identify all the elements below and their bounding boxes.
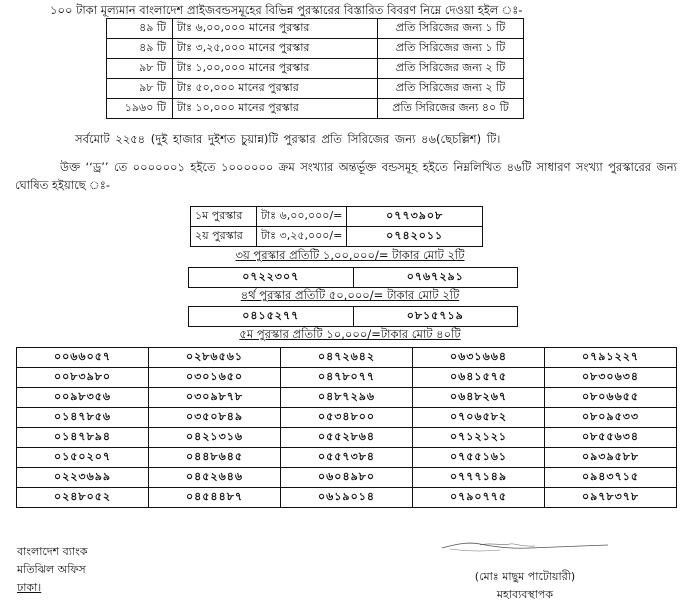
prize-number: ০৪৫২৬৪৬ (149, 468, 281, 488)
prize-label: ২য় পুরস্কার (191, 227, 257, 247)
table-row (17, 488, 677, 508)
table-row (17, 468, 677, 488)
prize-summary-table (106, 18, 524, 119)
table-row (17, 448, 677, 468)
prize-count: ১৯৬০ টি (107, 99, 173, 119)
prize-number: ০৭৪২০১১ (347, 227, 483, 247)
prize-number: ০৩০১৬৫০ (149, 368, 281, 388)
prize-value: টাঃ ৬,০০,০০০ মানের পুরস্কার (173, 19, 378, 39)
per-series-count: প্রতি সিরিজের জন্য ২ টি (378, 79, 524, 99)
prize-number: ০৯৭৮৩৭৮ (545, 488, 677, 508)
prize-number: ০৬১৯০১৪ (281, 488, 413, 508)
prize-number: ০০৯৮৩৫৬ (17, 388, 149, 408)
top-prizes-table (190, 206, 483, 247)
prize-number: ০৪৪৮৬৪৫ (149, 448, 281, 468)
table-row (107, 19, 524, 39)
prize-number: ০৭৫৫১৬১ (413, 448, 545, 468)
table-row (17, 368, 677, 388)
signatory-name: (মোঃ মাছুম পাটোয়ারী) (474, 570, 576, 583)
prize-number: ০৪৭৮০৭৭ (281, 368, 413, 388)
prize-number: ০৮৩০৬৩৪ (545, 368, 677, 388)
prize-number: ০৭২২৩০৭ (189, 268, 354, 288)
signatory-block (430, 568, 620, 604)
prize-number: ০৮০৯৫৩৩ (545, 408, 677, 428)
per-series-count: প্রতি সিরিজের জন্য ৪০ টি (378, 99, 524, 119)
prize-amount: টাঃ ৩,২৫,০০০/= (257, 227, 347, 247)
fourth-prize-table (188, 306, 518, 327)
intro-heading: ১০০ টাকা মূল্যমান বাংলাদেশ প্রাইজবন্ডসমূহের বিভিন্ন পুরস্কারের বিস্তারিত বিবরণ নিম্নে দেওয়া হইল ঃ- (50, 3, 523, 17)
prize-number: ০৮১৫৭১৯ (353, 307, 518, 327)
prize-number: ০৮৫৫৬৩৪ (545, 428, 677, 448)
prize-number: ০২৪৮০৫২ (17, 488, 149, 508)
prize-number: ০৬৪৮২৬৭ (413, 388, 545, 408)
prize-value: টাঃ ১০,০০০ মানের পুরস্কার (173, 99, 378, 119)
prize-value: টাঃ ১,০০,০০০ মানের পুরস্কার (173, 59, 378, 79)
prize-number: ০৭৭৭১৪৯ (413, 468, 545, 488)
table-row (107, 79, 524, 99)
third-prize-table (188, 267, 518, 288)
prize-number: ০১৪৭৮৯৪ (17, 428, 149, 448)
prize-number: ০৭৯০৭৭৫ (413, 488, 545, 508)
prize-number: ০৭১২১২১ (413, 428, 545, 448)
prize-count: ৪৯ টি (107, 19, 173, 39)
prize-label: ১ম পুরস্কার (191, 207, 257, 227)
prize-value: টাঃ ৩,২৫,০০০ মানের পুরস্কার (173, 39, 378, 59)
prize-number: ০২৮৬৫৬১ (149, 348, 281, 368)
prize-count: ৯৮ টি (107, 79, 173, 99)
prize-number: ০৫৫২৮৬৪ (281, 428, 413, 448)
table-row (17, 388, 677, 408)
prize-number: ০১৪৭৮৫৬ (17, 408, 149, 428)
table-row (107, 39, 524, 59)
prize-number: ০৪৮৭২৯৬ (281, 388, 413, 408)
prize-count: ৪৯ টি (107, 39, 173, 59)
prize-number: ০৭৭৩৯০৮ (347, 207, 483, 227)
prize-number: ০২২৩৬৯৯ (17, 468, 149, 488)
prize-number: ০৪২১৩১৬ (149, 428, 281, 448)
prize-number: ০৪৭২৬৪২ (281, 348, 413, 368)
prize-number: ০৭৯১২২৭ (545, 348, 677, 368)
table-row (191, 227, 483, 247)
prize-number: ০১৫০২০৭ (17, 448, 149, 468)
office-address (17, 543, 88, 597)
fifth-prize-caption: ৫ম পুরস্কার প্রতিটি ১০,০০০/=টাকার মোট ৪০টি (239, 327, 461, 341)
prize-number: ০৩৫০৮৪৯ (149, 408, 281, 428)
office-line-bank: বাংলাদেশ ব্যাংক (17, 545, 88, 558)
per-series-count: প্রতি সিরিজের জন্য ১ টি (378, 19, 524, 39)
prize-number: ০৭০৬৫৮২ (413, 408, 545, 428)
prize-number: ০৫৫৭৩৮৪ (281, 448, 413, 468)
draw-description-paragraph: উক্ত ‘‘ড্র’’ তে ০০০০০০১ হইতে ১০০০০০০ ক্রম সংখ্যার অন্তর্ভূক্ত বন্ডসমূহ হইতে নিম্নলিখিত ৪৬টি সাধারণ সংখ্যা পুরস্কারের জন্য ঘোষিত হইয়াছে ঃ- (15, 160, 677, 192)
table-row (189, 307, 518, 327)
prize-number: ০৯৪৩৭১৫ (545, 468, 677, 488)
table-row (107, 99, 524, 119)
prize-number: ০৮০৬৬৫৫ (545, 388, 677, 408)
signature-icon (440, 540, 610, 554)
prize-number: ০৭৬৭২৯১ (353, 268, 518, 288)
prize-value: টাঃ ৫০,০০০ মানের পুরস্কার (173, 79, 378, 99)
table-row (17, 348, 677, 368)
fourth-prize-caption: ৪র্থ পুরস্কার প্রতিটি ৫০,০০০/= টাকার মোট ২টি (240, 288, 460, 302)
total-prizes-line: সর্বমোট ২২৫৪ (দুই হাজার দুইশত চুয়ান্ন)টি পুরস্কার প্রতি সিরিজের জন্য ৪৬(ছেচল্লিশ) টি। (75, 132, 501, 146)
per-series-count: প্রতি সিরিজের জন্য ১ টি (378, 39, 524, 59)
office-line-city: ঢাকা। (17, 581, 42, 594)
prize-count: ৯৮ টি (107, 59, 173, 79)
fifth-prize-table (16, 347, 677, 508)
table-row (191, 207, 483, 227)
office-line-branch: মতিঝিল অফিস (17, 563, 86, 576)
third-prize-caption: ৩য় পুরস্কার প্রতিটি ১,০০,০০০/= টাকার মোট ২টি (235, 248, 465, 262)
prize-number: ০০৬৬০৫৭ (17, 348, 149, 368)
per-series-count: প্রতি সিরিজের জন্য ২ টি (378, 59, 524, 79)
signatory-title: মহাব্যবস্থাপক (496, 588, 554, 601)
prize-number: ০৫৩৪৮০০ (281, 408, 413, 428)
table-row (17, 408, 677, 428)
prize-number: ০৩০৯৮৭৮ (149, 388, 281, 408)
prize-number: ০৪১৫২৭৭ (189, 307, 354, 327)
prize-number: ০৯৩৯৫৮৮ (545, 448, 677, 468)
table-row (17, 428, 677, 448)
prize-number: ০৬৩১৬৬৪ (413, 348, 545, 368)
prize-number: ০৬৪১৫৭৫ (413, 368, 545, 388)
prize-number: ০৬০৪৯৮০ (281, 468, 413, 488)
prize-number: ০৪৫৪৪৮৭ (149, 488, 281, 508)
table-row (107, 59, 524, 79)
prize-number: ০০৮৩৯৮০ (17, 368, 149, 388)
prize-amount: টাঃ ৬,০০,০০০/= (257, 207, 347, 227)
table-row (189, 268, 518, 288)
